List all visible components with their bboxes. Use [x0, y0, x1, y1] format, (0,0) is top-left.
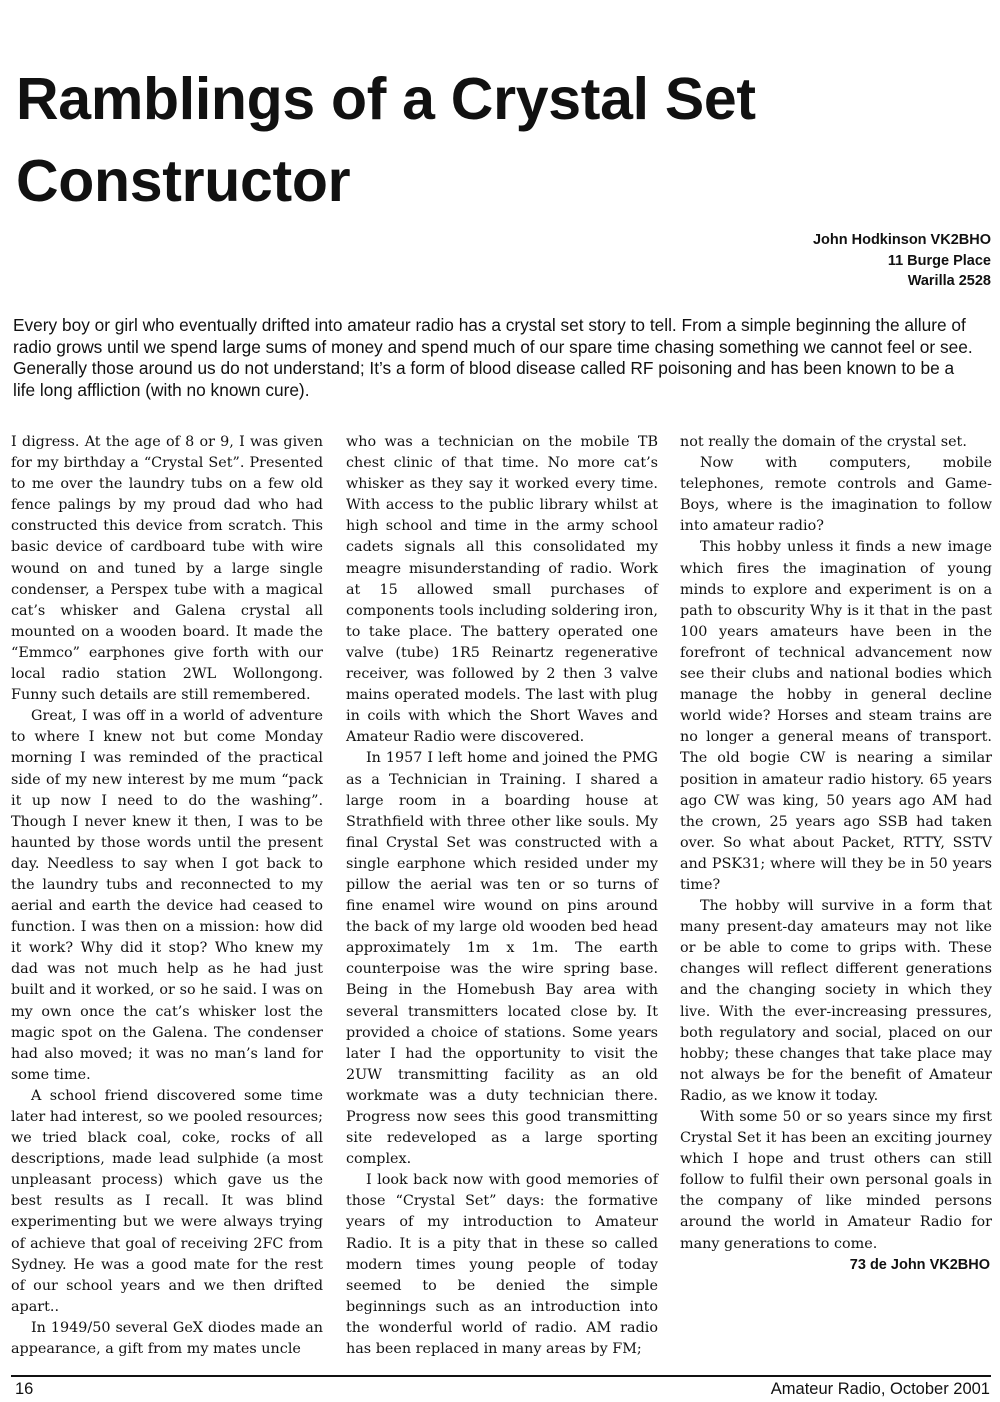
- article-signoff: 73 de John VK2BHO: [849, 1256, 990, 1273]
- article-title-line-1: Ramblings of a Crystal Set: [16, 66, 756, 132]
- body-paragraph: This hobby unless it finds a new image which fires the imagination of young minds to explore and experiment is on a path to obscurity Why is it that in the past 100 years amateurs have been in the forefront of technical advancement now see their clubs and national bodies which manage the hobby in general decline world wide? Horses and steam trains are no longer a general means of transport. The old bogie CW is nearing a similar position in amateur radio history. 65 years ago CW was king, 50 years ago AM had the crown, 25 years ago SSB had taken over. So what about Packet, RTTY, SSTV and PSK31; where will they be in 50 years time?: [680, 539, 992, 893]
- body-paragraph: A school friend discovered some time later had interest, so we pooled resources; we tried black coal, coke, rocks of all descriptions, made lead sulphide (a most unpleasant process) which gave us the best results as I recall. It was blind experimenting but we were always trying of achieve that goal of receiving 2FC from Sydney. He was a good mate for the rest of our school years and we then drifted apart..: [11, 1087, 323, 1315]
- body-paragraph: In 1957 I left home and joined the PMG as a Technician in Training. I shared a large room in a boarding house at Strathfield with three other like souls. My final Crystal Set was constructed with a single earphone which resided under my pillow the aerial was ten or so turns of fine enamel wire wound on pins around the back of my large old wooden bed head approximately 1m x 1m. The earth counterpoise was the wire spring base. Being in the Homebush Bay area with several transmitters located close by. It provided a choice of stations. Some years later I had the opportunity to visit the 2UW transmitting facility as an old workmate was a duty technician there. Progress now sees this good transmitting site redeveloped as a large sporting complex.: [346, 750, 658, 1168]
- body-paragraph: I digress. At the age of 8 or 9, I was given for my birthday a “Crystal Set”. Presented to me over the laundry tubs on a few old fence palings by my proud dad who had constructed this device from scratch. This basic device of cardboard tube with wire wound on and tuned by a large single condenser, a Perspex tube with a magical cat’s whisker and Galena crystal all mounted on a wooden board. It made the “Emmco” earphones give forth with our local radio station 2WL Wollongong. Funny such details are still remembered.: [11, 434, 323, 704]
- body-paragraph-continued: who was a technician on the mobile TB chest clinic of that time. No more cat’s whisker as they say it worked every time. With access to the public library whilst at high school and time in the army school cadets signals all this consolidated my meagre misunderstanding of radio. Work at 15 allowed small purchases of components tools including soldering iron, to take place. The battery operated one valve (tube) 1R5 Reinartz regenerative receiver, was followed by 2 then 3 valve mains operated models. The last with plug in coils with which the Short Waves and Amateur Radio were discovered.: [346, 434, 658, 746]
- article-title-line-2: Constructor: [16, 148, 351, 214]
- body-paragraph: Great, I was off in a world of adventure to where I knew not but come Monday morning I was reminded of the practical side of my new interest by me mum “pack it up now I need to do the washing”. Though I never knew it then, I was to be haunted by those words until the present day. Needless to say when I got back to the laundry tubs and reconnected to my aerial and earth the device had ceased to function. I was then on a mission: how did it work? Why did it stop? Who knew my dad was not much help as he had just built and it worked, or so he said. I was on my own once the cat’s whisker lost the magic spot on the Galena. The condenser had also moved; it was no man’s land for some time.: [11, 708, 323, 1083]
- article-column-3: [680, 432, 992, 1276]
- body-paragraph: With some 50 or so years since my first Crystal Set it has been an exciting journey which I hope and trust others can still follow to fulfil their own personal goals in the company of like minded persons around the world in Amateur Radio for many generations to come.: [680, 1109, 992, 1252]
- body-paragraph: In 1949/50 several GeX diodes made an appearance, a gift from my mates uncle: [11, 1319, 323, 1358]
- author-address-street: 11 Burge Place: [887, 252, 991, 269]
- author-name: John Hodkinson VK2BHO: [812, 232, 991, 248]
- article-column-1: [11, 432, 323, 1360]
- body-paragraph: I look back now with good memories of those “Crystal Set” days: the formative years of my introduction to Amateur Radio. It is a pity that in these so called modern times young people of today seemed to be denied the simple beginnings such as an introduction into the wonderful world of radio. AM radio has been replaced in many areas by FM;: [346, 1172, 658, 1358]
- footer-rule: [11, 1375, 991, 1377]
- author-byline: [813, 230, 991, 292]
- article-title: [16, 58, 976, 222]
- page-number: 16: [15, 1380, 34, 1398]
- body-paragraph: Now with computers, mobile telephones, remote controls and Game-Boys, where is the imagination to follow into amateur radio?: [680, 455, 992, 535]
- author-address-town: Warilla 2528: [907, 273, 991, 289]
- article-intro: Every boy or girl who eventually drifted into amateur radio has a crystal set story to tell. From a simple beginning the allure of radio grows until we spend large sums of money and spend much of our spare time chasing something we cannot feel or see. Generally those around us do not understand; It’s a form of blood disease called RF poisoning and has been known to be a life long affliction (with no known cure).: [13, 315, 973, 400]
- publication-info: Amateur Radio, October 2001: [770, 1380, 990, 1398]
- body-paragraph-continued: not really the domain of the crystal set.: [680, 434, 967, 450]
- article-column-2: [346, 432, 658, 1360]
- body-paragraph: The hobby will survive in a form that many present-day amateurs may not like or be able to come to grips with. These changes will reflect different generations and the changing society in which they live. With the ever-increasing pressures, both regulatory and social, placed on our hobby; these changes that take place may not always be for the benefit of Amateur Radio, as we know it today.: [680, 898, 992, 1104]
